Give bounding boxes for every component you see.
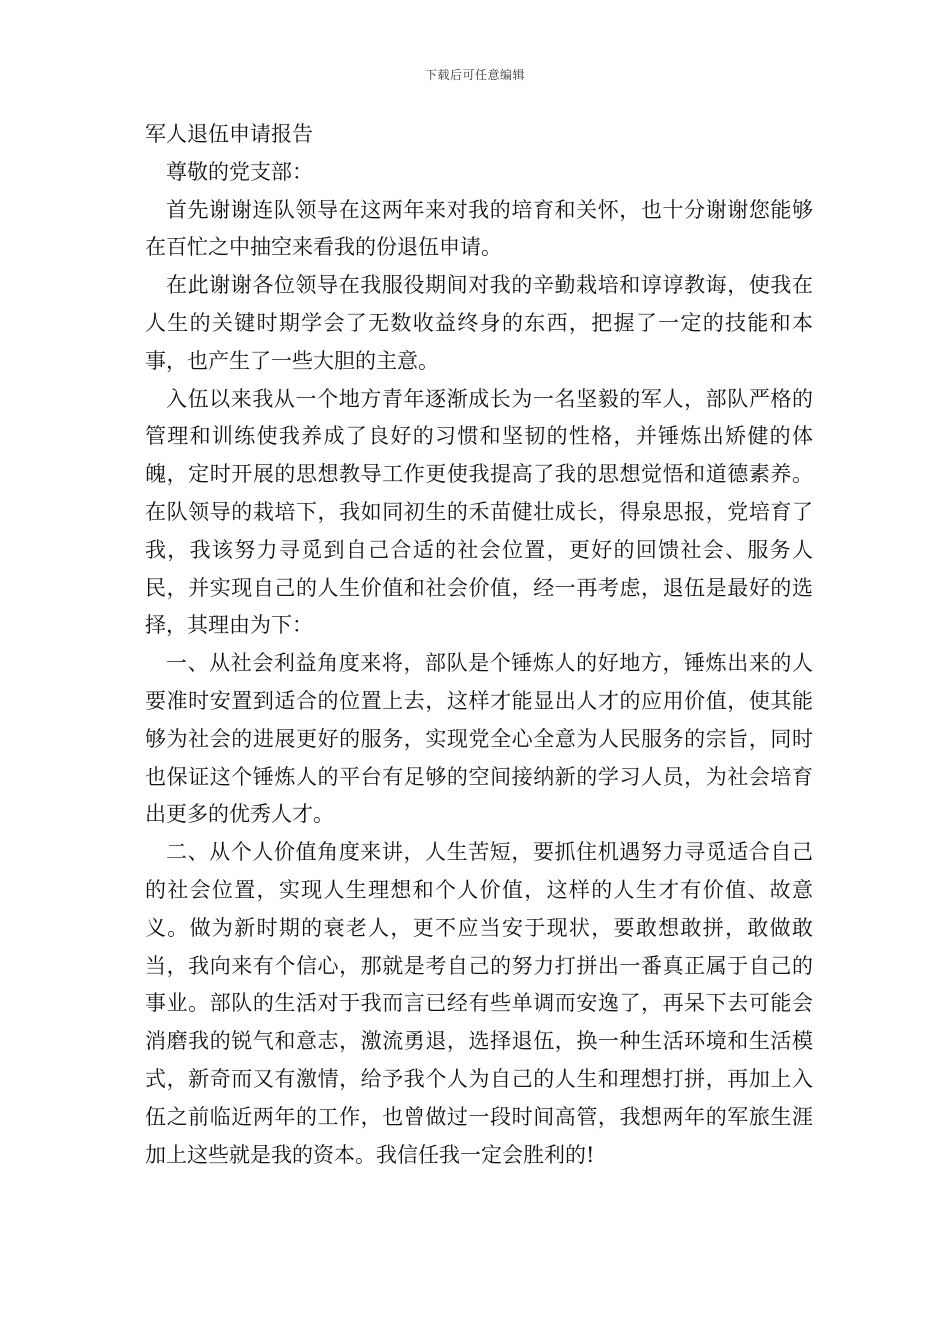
document-title: 军人退伍申请报告 xyxy=(145,122,313,146)
salutation: 尊敬的党支部： xyxy=(166,159,313,184)
paragraph: 一、从社会利益角度来将，部队是个锤炼人的好地方，锤炼出来的人要准时安置到适合的位置上去，这样才能显出人才的应用价值，使其能够为社会的进展更好的服务，实现党全心全意为人民服务的宗旨，同时也保证这个锤炼人的平台有足够的空间接纳新的学习人员，为社会培育出更多的优秀人才。 xyxy=(145,651,813,827)
header-note: 下载后可任意编辑 xyxy=(424,68,525,82)
paragraph: 在此谢谢各位领导在我服役期间对我的辛勤栽培和谆谆教诲，使我在人生的关键时期学会了无数收益终身的东西，把握了一定的技能和本事，也产生了一些大胆的主意。 xyxy=(145,273,813,373)
paragraph: 二、从个人价值角度来讲，人生苦短，要抓住机遇努力寻觅适合自己的社会位置，实现人生理想和个人价值，这样的人生才有价值、故意义。做为新时期的衰老人，更不应当安于现状，要敢想敢拼，敢做敢当，我向来有个信心，那就是考自己的努力打拼出一番真正属于自己的事业。部队的生活对于我而言已经有些单调而安逸了，再呆下去可能会消磨我的锐气和意志，激流勇退，选择退伍，换一种生活环境和生活模式，新奇而又有激情，给予我个人为自己的人生和理想打拼，再加上入伍之前临近两年的工作，也曾做过一段时间高管，我想两年的军旅生涯加上这些就是我的资本。我信任我一定会胜利的! xyxy=(145,840,813,1167)
paragraph: 入伍以来我从一个地方青年逐渐成长为一名坚毅的军人，部队严格的管理和训练使我养成了良好的习惯和坚韧的性格，并锤炼出矫健的体魄，定时开展的思想教导工作更使我提高了我的思想觉悟和道德素养。在队领导的栽培下，我如同初生的禾苗健壮成长，得泉思报，党培育了我，我该努力寻觅到自己合适的社会位置，更好的回馈社会、服务人民，并实现自己的人生价值和社会价值，经一再考虑，退伍是最好的选择，其理由为下： xyxy=(145,386,813,638)
paragraph: 首先谢谢连队领导在这两年来对我的培育和关怀，也十分谢谢您能够在百忙之中抽空来看我的份退伍申请。 xyxy=(145,197,813,260)
document-body xyxy=(145,116,813,1174)
